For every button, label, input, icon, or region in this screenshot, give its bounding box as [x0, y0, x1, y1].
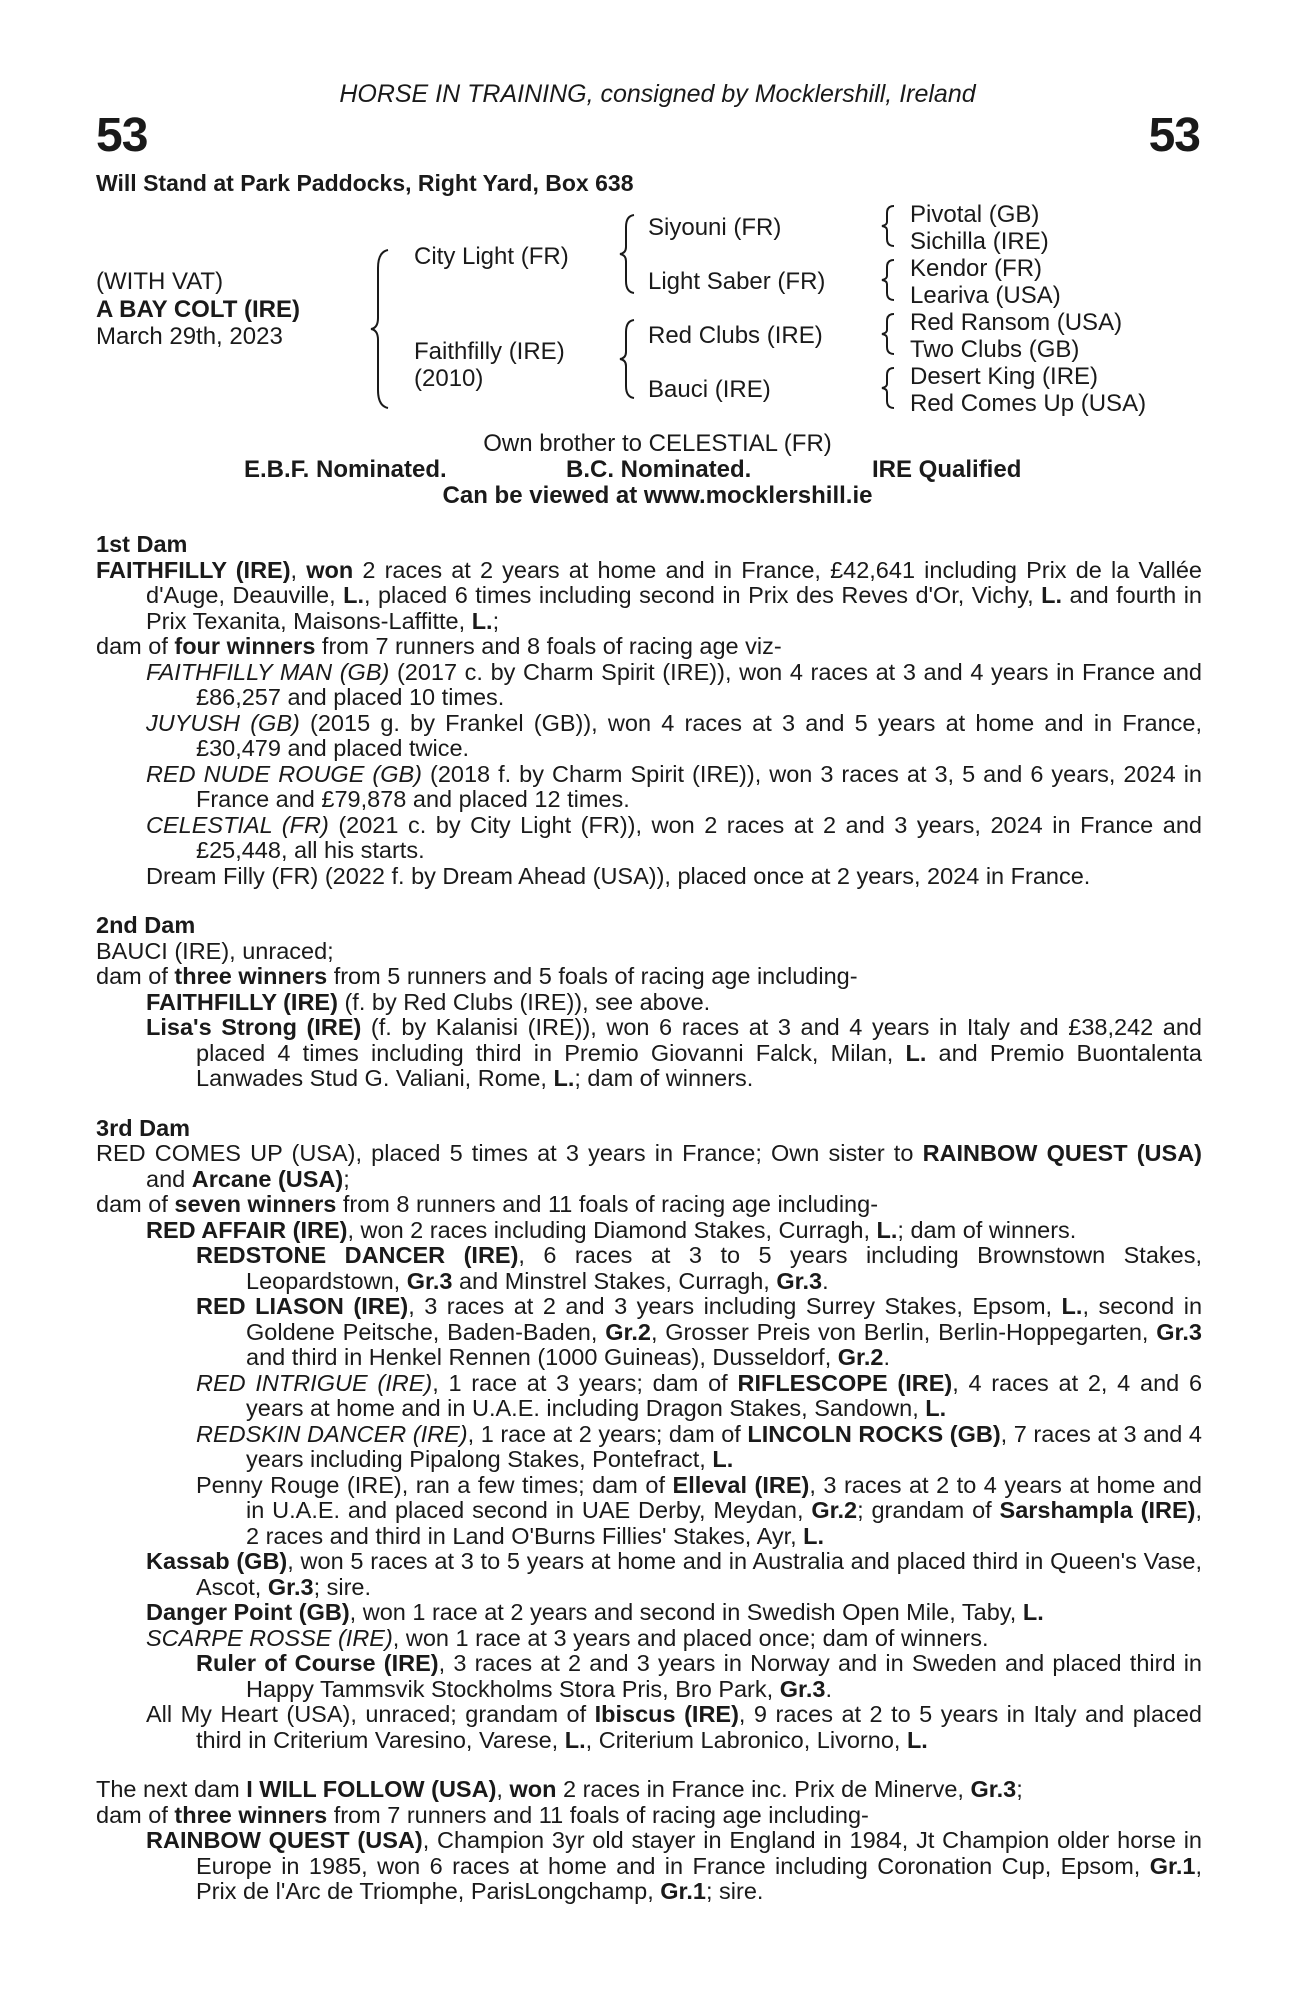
pedigree-brace-dam	[618, 318, 636, 400]
next-dam-record: The next dam I WILL FOLLOW (USA), won 2 races in France inc. Prix de Minerve, Gr.3;	[96, 1776, 1023, 1802]
section-heading-2nd-dam: 2nd Dam	[96, 912, 196, 938]
grand-produce-entry: Penny Rouge (IRE), ran a few times; dam of Elleval (IRE), 3 races at 2 to 4 years at home and in U.A.E. and placed second in UAE Derby, Meydan, Gr.2; grandam of Sarshampla (IRE), 2 races and third in Land O'Burns Fillies' Stakes, Ayr, L.	[196, 1471, 1203, 1549]
produce-entry: Lisa's Strong (IRE) (f. by Kalanisi (IRE)), won 6 races at 3 and 4 years in Italy and £38,242 and placed 4 times including third in Premio Giovanni Falck, Milan, L. and Premio Buontalenta Lanwades Stud G. Valiani, Rome, L.; dam of winners.	[146, 1014, 1202, 1091]
pedigree-brace-main	[368, 248, 390, 410]
produce-entry: FAITHFILLY (IRE) (f. by Red Clubs (IRE)), see above.	[146, 988, 711, 1015]
own-brother-note: Own brother to CELESTIAL (FR)	[483, 430, 832, 457]
pedigree-brace-2	[880, 258, 896, 302]
dam-sire: Red Clubs (IRE)	[648, 322, 823, 349]
ire-qualified: IRE Qualified	[872, 456, 1022, 483]
sire-sire-dam: Sichilla (IRE)	[910, 228, 1049, 255]
pedigree-brace-4	[880, 366, 896, 410]
next-dam-produce-summary: dam of three winners from 7 runners and 11 foals of racing age including-	[96, 1801, 869, 1828]
sire-sire: Siyouni (FR)	[648, 214, 782, 241]
dam-dam-sire: Desert King (IRE)	[910, 363, 1099, 390]
dam-year: (2010)	[414, 365, 484, 392]
pedigree-details	[96, 532, 1202, 1905]
third-dam-produce-summary: dam of seven winners from 8 runners and 11 foals of racing age including-	[96, 1191, 879, 1217]
dam: Faithfilly (IRE)	[414, 338, 565, 365]
produce-entry: RED NUDE ROUGE (GB) (2018 f. by Charm Spirit (IRE)), won 3 races at 3, 5 and 6 years, 2024 in France and £79,878 and placed 12 times.	[146, 760, 1202, 812]
second-dam-produce-summary: dam of three winners from 5 runners and 5 foals of racing age including-	[96, 963, 858, 989]
sire-dam-sire: Kendor (FR)	[910, 255, 1043, 282]
dam-dam-dam: Red Comes Up (USA)	[910, 390, 1147, 417]
produce-entry: FAITHFILLY MAN (GB) (2017 c. by Charm Spirit (IRE)), won 4 races at 3 and 4 years in France and £86,257 and placed 10 times.	[146, 658, 1203, 710]
grand-produce-entry: Ruler of Course (IRE), 3 races at 2 and 3 years in Norway and in Sweden and placed third in Happy Tammsvik Stockholms Stora Pris, Bro Park, Gr.3.	[196, 1650, 1202, 1702]
catalogue-header: HORSE IN TRAINING, consigned by Mocklershill, Ireland	[339, 80, 976, 108]
produce-entry: Dream Filly (FR) (2022 f. by Dream Ahead (USA)), placed once at 2 years, 2024 in France.	[146, 862, 1091, 889]
produce-entry: Danger Point (GB), won 1 race at 2 years and second in Swedish Open Mile, Taby, L.	[146, 1599, 1044, 1625]
lot-number-left: 53	[96, 109, 148, 162]
dam-dam: Bauci (IRE)	[648, 376, 771, 403]
section-heading-3rd-dam: 3rd Dam	[96, 1114, 191, 1141]
third-dam-record: RED COMES UP (USA), placed 5 times at 3 years in France; Own sister to RAINBOW QUEST (USA) and Arcane (USA);	[96, 1140, 1202, 1192]
sire-dam: Light Saber (FR)	[648, 268, 826, 295]
foaling-date: March 29th, 2023	[96, 323, 283, 350]
produce-entry: JUYUSH (GB) (2015 g. by Frankel (GB)), won 4 races at 3 and 5 years at home and in France, £30,479 and placed twice.	[146, 709, 1202, 761]
pedigree-brace-1	[880, 204, 896, 248]
pedigree-brace-3	[880, 312, 896, 356]
produce-entry: SCARPE ROSSE (IRE), won 1 race at 3 years and placed once; dam of winners.	[146, 1624, 989, 1651]
produce-entry: All My Heart (USA), unraced; grandam of Ibiscus (IRE), 9 races at 2 to 5 years in Italy and placed third in Criterium Varesino, Varese, L., Criterium Labronico, Livorno, L.	[146, 1701, 1202, 1753]
pedigree-brace-sire	[618, 213, 636, 295]
dam-sire-sire: Red Ransom (USA)	[910, 309, 1123, 336]
viewing-link[interactable]: Can be viewed at www.mocklershill.ie	[442, 482, 873, 509]
produce-entry: CELESTIAL (FR) (2021 c. by City Light (FR)), won 2 races at 2 and 3 years, 2024 in France and £25,448, all his starts.	[146, 811, 1202, 863]
grand-produce-entry: REDSKIN DANCER (IRE), 1 race at 2 years; dam of LINCOLN ROCKS (GB), 7 races at 3 and 4 years including Pipalong Stakes, Pontefract, L.	[196, 1420, 1202, 1472]
section-heading-1st-dam: 1st Dam	[96, 531, 188, 557]
sire-dam-dam: Leariva (USA)	[910, 282, 1061, 309]
stand-location: Will Stand at Park Paddocks, Right Yard, Box 638	[96, 170, 634, 196]
sire-sire-sire: Pivotal (GB)	[910, 201, 1040, 228]
horse-name: A BAY COLT (IRE)	[96, 296, 301, 323]
first-dam-produce-summary: dam of four winners from 7 runners and 8 foals of racing age viz-	[96, 633, 782, 659]
dam-sire-dam: Two Clubs (GB)	[910, 336, 1080, 363]
grand-produce-entry: RED LIASON (IRE), 3 races at 2 and 3 years including Surrey Stakes, Epsom, L., second in Goldene Peitsche, Baden-Baden, Gr.2, Grosser Preis von Berlin, Berlin-Hoppegarten, Gr.3 and third in Henkel Rennen (1000 Guineas), Dusseldorf, Gr.2.	[196, 1293, 1203, 1370]
bc-nominated: B.C. Nominated.	[566, 456, 752, 483]
sire: City Light (FR)	[414, 243, 569, 270]
second-dam-record: BAUCI (IRE), unraced;	[96, 937, 334, 964]
produce-entry: RED AFFAIR (IRE), won 2 races including Diamond Stakes, Curragh, L.; dam of winners.	[146, 1216, 1077, 1243]
produce-entry: Kassab (GB), won 5 races at 3 to 5 years at home and in Australia and placed third in Queen's Vase, Ascot, Gr.3; sire.	[146, 1548, 1202, 1600]
lot-number-right: 53	[1148, 109, 1200, 162]
grand-produce-entry: REDSTONE DANCER (IRE), 6 races at 3 to 5 years including Brownstown Stakes, Leopardstown, Gr.3 and Minstrel Stakes, Curragh, Gr.3.	[196, 1242, 1202, 1294]
ebf-nominated: E.B.F. Nominated.	[244, 456, 447, 483]
first-dam-record: FAITHFILLY (IRE), won 2 races at 2 years at home and in France, £42,641 including Prix de la Vallée d'Auge, Deauville, L., placed 6 times including second in Prix des Reves d'Or, Vichy, L. and fourth in Prix Texanita, Maisons-Laffitte, L.;	[96, 556, 1202, 634]
produce-entry: RAINBOW QUEST (USA), Champion 3yr old stayer in England in 1984, Jt Champion older horse in Europe in 1985, won 6 races at home and in France including Coronation Cup, Epsom, Gr.1, Prix de l'Arc de Triomphe, ParisLongchamp, Gr.1; sire.	[146, 1827, 1202, 1904]
grand-produce-entry: RED INTRIGUE (IRE), 1 race at 3 years; dam of RIFLESCOPE (IRE), 4 races at 2, 4 and 6 years at home and in U.A.E. including Dragon Stakes, Sandown, L.	[196, 1369, 1203, 1421]
vat-note: (WITH VAT)	[96, 268, 224, 295]
